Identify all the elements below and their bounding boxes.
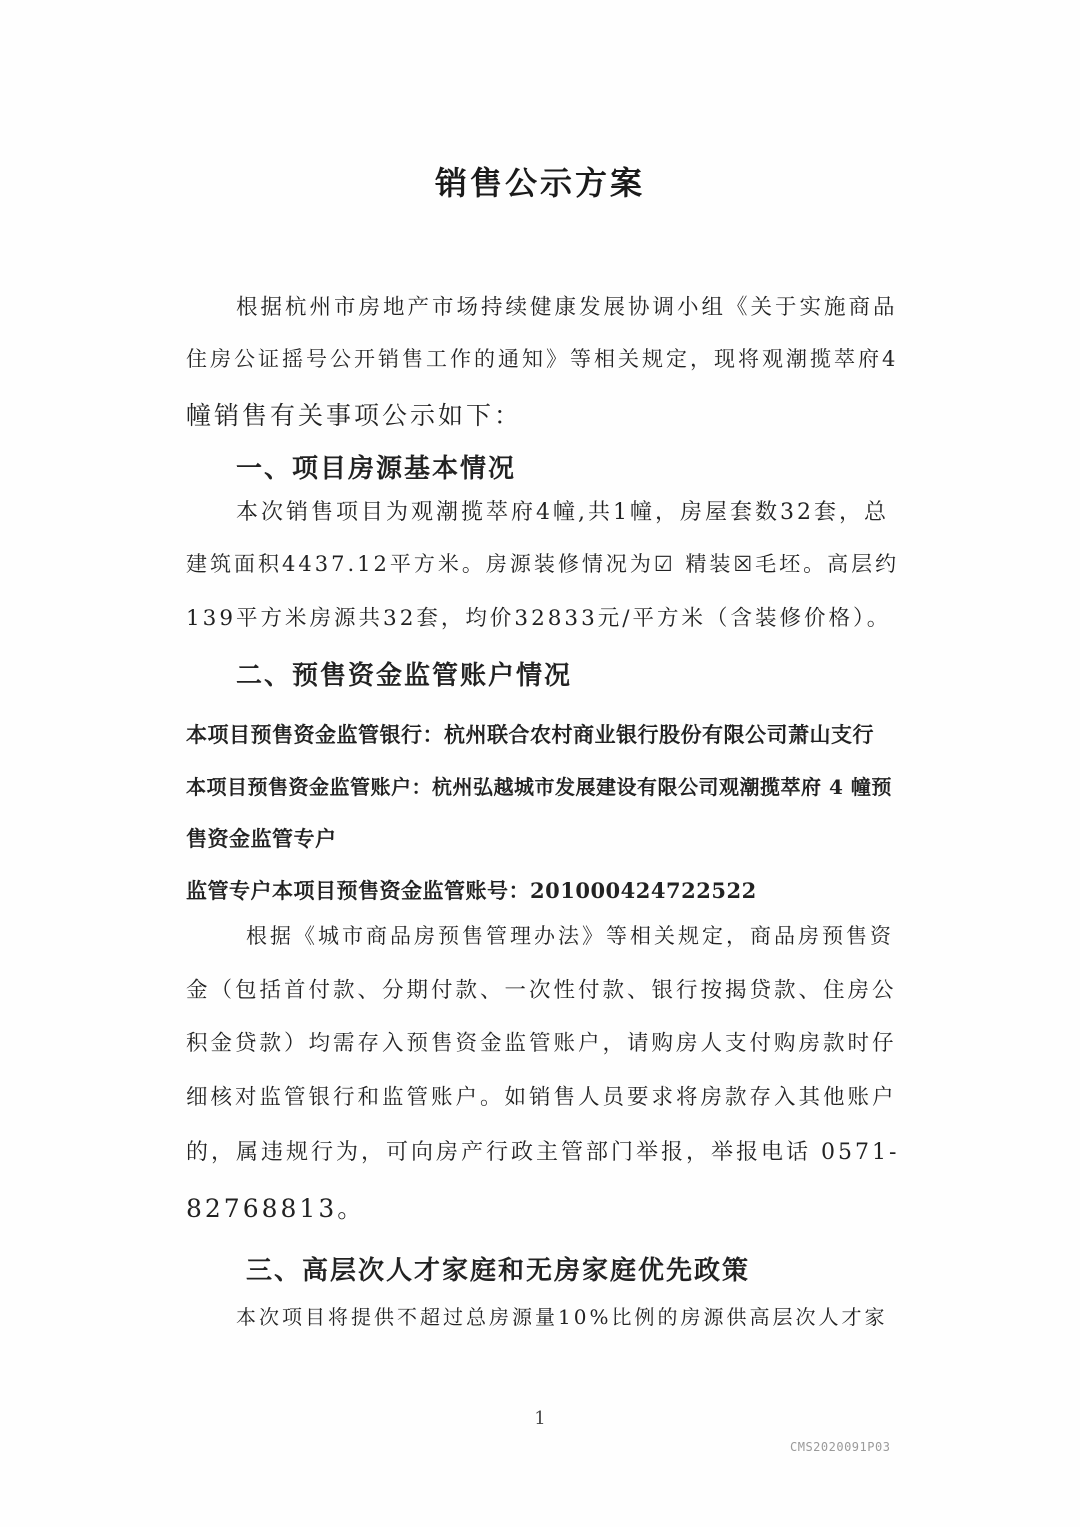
section3-line-1: 本次项目将提供不超过总房源量10%比例的房源供高层次人才家: [236, 1305, 888, 1329]
section1-line-1: 本次销售项目为观潮揽萃府4幢,共1幢，房屋套数32套，总: [236, 500, 889, 525]
document-code: CMS2020091P03: [790, 1440, 891, 1454]
intro-line-1: 根据杭州市房地产市场持续健康发展协调小组《关于实施商品: [236, 295, 898, 320]
section2-heading: 二、预售资金监管账户情况: [236, 661, 573, 691]
section2-body-line-6: 82768813。: [186, 1194, 366, 1223]
supervision-bank-line: 本项目预售资金监管银行：杭州联合农村商业银行股份有限公司萧山支行: [186, 722, 874, 747]
section1-heading: 一、项目房源基本情况: [236, 454, 517, 484]
section2-body-line-2: 金（包括首付款、分期付款、一次性付款、银行按揭贷款、住房公: [186, 978, 897, 1003]
intro-line-3: 幢销售有关事项公示如下：: [186, 401, 523, 430]
section1-line-3: 139平方米房源共32套，均价32833元/平方米（含装修价格）。: [186, 606, 892, 631]
section2-body-line-4: 细核对监管银行和监管账户。如销售人员要求将房款存入其他账户: [186, 1085, 897, 1110]
page-number: 1: [534, 1408, 546, 1429]
section3-heading: 三、高层次人才家庭和无房家庭优先政策: [246, 1256, 751, 1286]
supervision-account-line-1: 本项目预售资金监管账户：杭州弘越城市发展建设有限公司观潮揽萃府 4 幢预: [186, 775, 892, 799]
section1-line-2: 建筑面积4437.12平方米。房源装修情况为☑ 精装☒毛坯。高层约: [186, 552, 900, 576]
supervision-account-number: 监管专户本项目预售资金监管账号：201000424722522: [186, 878, 757, 903]
supervision-account-line-2: 售资金监管专户: [186, 826, 337, 851]
section2-body-line-3: 积金贷款）均需存入预售资金监管账户，请购房人支付购房款时仔: [186, 1031, 897, 1056]
section2-body-line-1: 根据《城市商品房预售管理办法》等相关规定，商品房预售资: [246, 924, 894, 948]
section2-body-line-5: 的，属违规行为，可向房产行政主管部门举报，举报电话 0571-: [186, 1140, 900, 1165]
document-title: 销售公示方案: [434, 164, 645, 202]
intro-line-2: 住房公证摇号公开销售工作的通知》等相关规定，现将观潮揽萃府4: [186, 347, 899, 371]
